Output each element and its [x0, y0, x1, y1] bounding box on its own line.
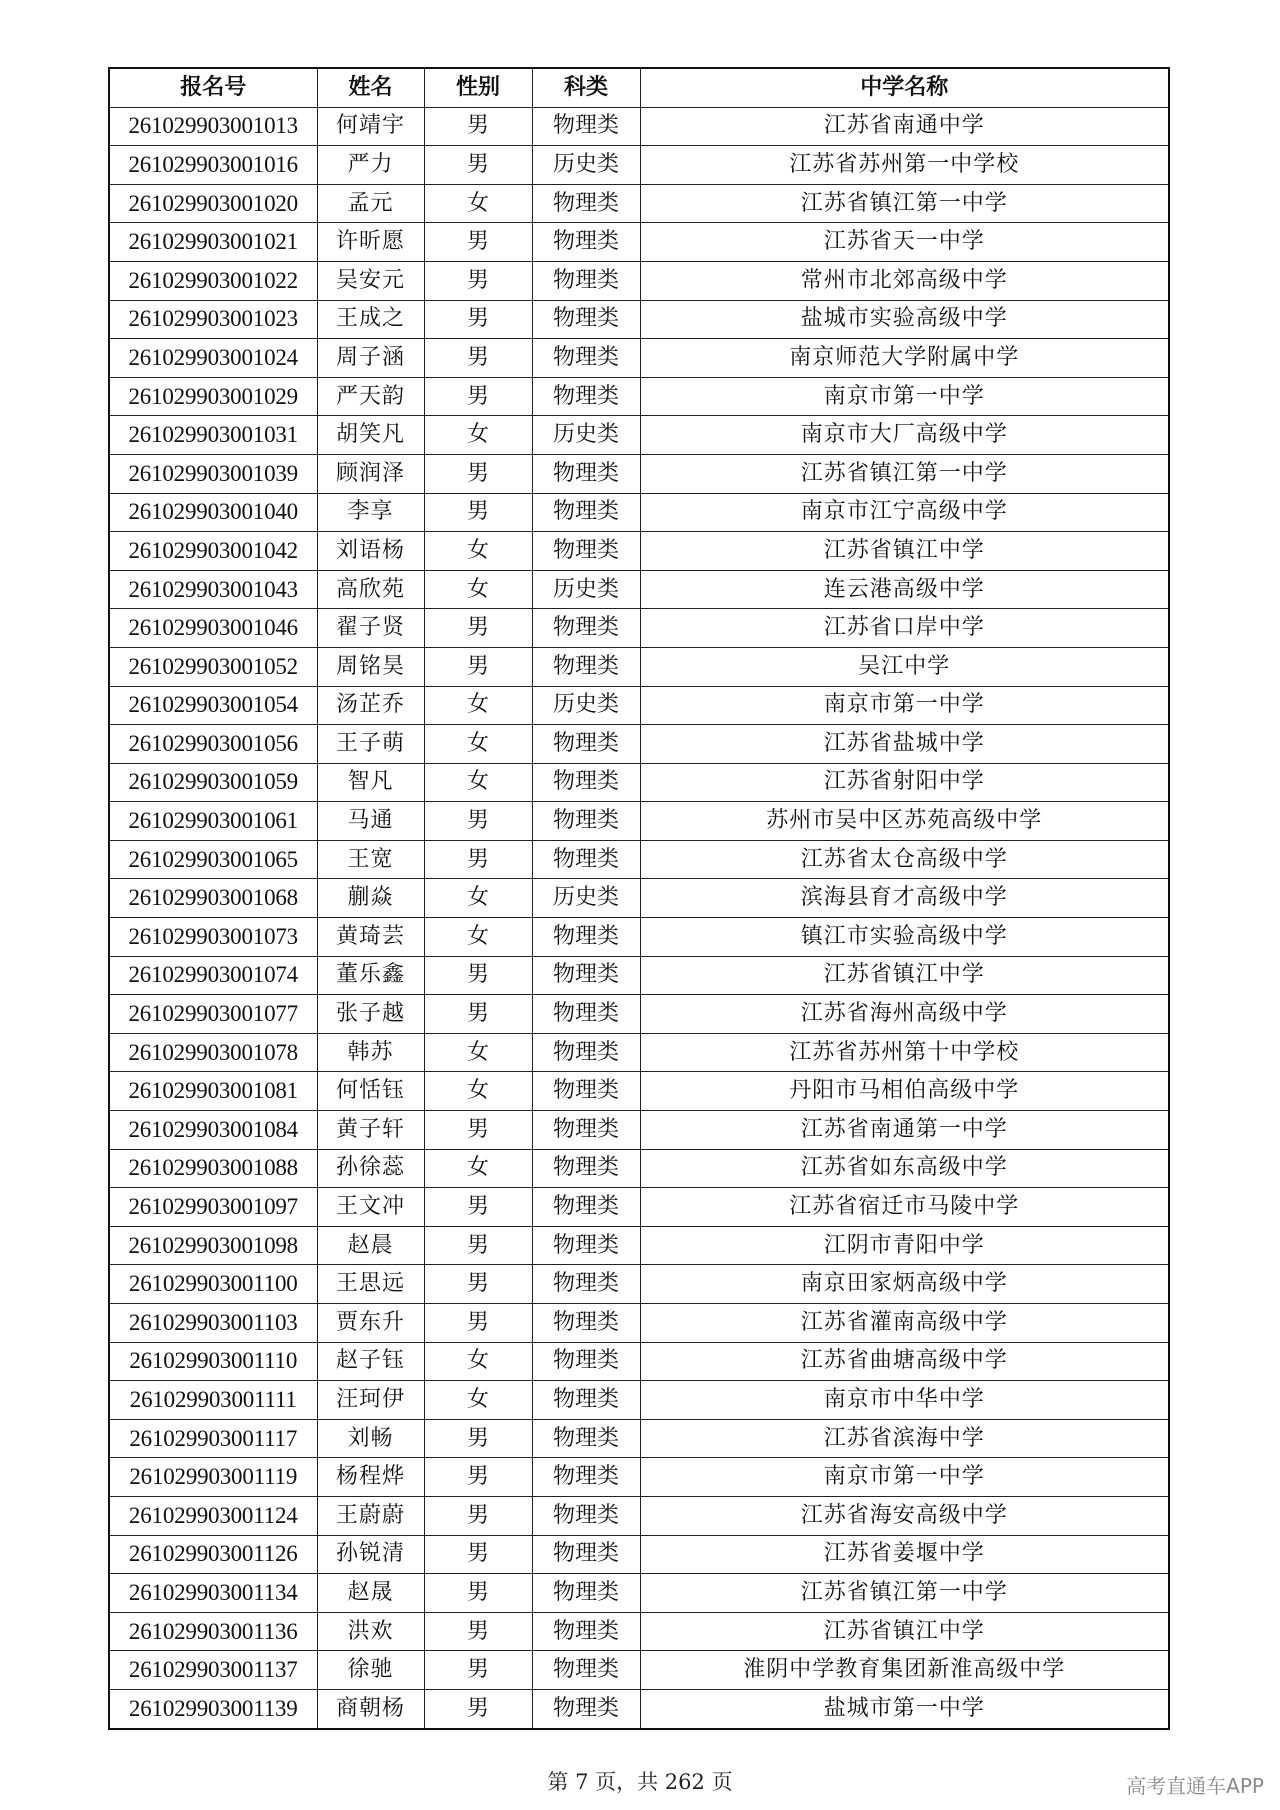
header-registration-number: 报名号: [109, 68, 317, 107]
cell-school-name: 江苏省苏州第一中学校: [640, 146, 1169, 185]
cell-name: 周子涵: [317, 339, 424, 378]
cell-gender: 男: [424, 1458, 532, 1497]
table-row: [109, 1226, 1169, 1265]
table-row: [109, 609, 1169, 648]
cell-school-name: 江苏省镇江中学: [640, 532, 1169, 571]
cell-subject-category: 历史类: [532, 570, 640, 609]
cell-registration-number: 261029903001039: [109, 454, 317, 493]
cell-subject-category: 物理类: [532, 261, 640, 300]
cell-school-name: 江苏省镇江第一中学: [640, 184, 1169, 223]
cell-subject-category: 物理类: [532, 532, 640, 571]
table-row: [109, 184, 1169, 223]
cell-name: 翟子贤: [317, 609, 424, 648]
cell-school-name: 吴江中学: [640, 647, 1169, 686]
cell-school-name: 江苏省海州高级中学: [640, 995, 1169, 1034]
table-row: [109, 1574, 1169, 1613]
cell-gender: 男: [424, 223, 532, 262]
cell-school-name: 镇江市实验高级中学: [640, 918, 1169, 957]
cell-registration-number: 261029903001029: [109, 377, 317, 416]
cell-subject-category: 物理类: [532, 802, 640, 841]
header-school-name: 中学名称: [640, 68, 1169, 107]
cell-registration-number: 261029903001054: [109, 686, 317, 725]
cell-school-name: 江苏省南通第一中学: [640, 1111, 1169, 1150]
table-row: [109, 1188, 1169, 1227]
cell-gender: 男: [424, 454, 532, 493]
cell-subject-category: 物理类: [532, 184, 640, 223]
table-row: [109, 493, 1169, 532]
cell-name: 黄琦芸: [317, 918, 424, 957]
cell-registration-number: 261029903001139: [109, 1689, 317, 1728]
table-row: [109, 763, 1169, 802]
cell-registration-number: 261029903001068: [109, 879, 317, 918]
cell-registration-number: 261029903001042: [109, 532, 317, 571]
table-row: [109, 300, 1169, 339]
cell-name: 杨程烨: [317, 1458, 424, 1497]
table-row: [109, 1535, 1169, 1574]
cell-gender: 男: [424, 107, 532, 146]
cell-gender: 女: [424, 1072, 532, 1111]
cell-registration-number: 261029903001065: [109, 840, 317, 879]
table-row: [109, 1381, 1169, 1420]
cell-name: 黄子轩: [317, 1111, 424, 1150]
cell-subject-category: 物理类: [532, 1535, 640, 1574]
cell-subject-category: 物理类: [532, 1419, 640, 1458]
cell-subject-category: 物理类: [532, 609, 640, 648]
cell-registration-number: 261029903001016: [109, 146, 317, 185]
cell-gender: 男: [424, 1226, 532, 1265]
cell-gender: 女: [424, 532, 532, 571]
cell-subject-category: 物理类: [532, 995, 640, 1034]
cell-school-name: 江苏省滨海中学: [640, 1419, 1169, 1458]
cell-gender: 男: [424, 1304, 532, 1343]
cell-registration-number: 261029903001134: [109, 1574, 317, 1613]
cell-registration-number: 261029903001043: [109, 570, 317, 609]
cell-subject-category: 物理类: [532, 725, 640, 764]
cell-gender: 男: [424, 1419, 532, 1458]
cell-school-name: 滨海县育才高级中学: [640, 879, 1169, 918]
cell-registration-number: 261029903001024: [109, 339, 317, 378]
cell-gender: 男: [424, 995, 532, 1034]
cell-gender: 男: [424, 339, 532, 378]
table-row: [109, 1458, 1169, 1497]
cell-name: 严力: [317, 146, 424, 185]
cell-subject-category: 物理类: [532, 107, 640, 146]
table-row: [109, 840, 1169, 879]
cell-gender: 男: [424, 840, 532, 879]
cell-gender: 女: [424, 570, 532, 609]
cell-gender: 女: [424, 763, 532, 802]
cell-registration-number: 261029903001020: [109, 184, 317, 223]
table-row: [109, 1342, 1169, 1381]
table-row: [109, 1072, 1169, 1111]
cell-subject-category: 物理类: [532, 1033, 640, 1072]
cell-school-name: 常州市北郊高级中学: [640, 261, 1169, 300]
cell-gender: 男: [424, 1188, 532, 1227]
cell-registration-number: 261029903001078: [109, 1033, 317, 1072]
cell-gender: 男: [424, 1612, 532, 1651]
cell-school-name: 江苏省苏州第十中学校: [640, 1033, 1169, 1072]
table-body: [109, 107, 1169, 1728]
cell-school-name: 江苏省南通中学: [640, 107, 1169, 146]
cell-registration-number: 261029903001046: [109, 609, 317, 648]
table-row: [109, 223, 1169, 262]
watermark-text: 高考直通车APP: [1126, 1774, 1264, 1798]
cell-gender: 女: [424, 686, 532, 725]
table-row: [109, 918, 1169, 957]
cell-gender: 男: [424, 647, 532, 686]
cell-name: 李享: [317, 493, 424, 532]
cell-name: 王子萌: [317, 725, 424, 764]
cell-name: 孙徐蕊: [317, 1149, 424, 1188]
table-row: [109, 107, 1169, 146]
cell-subject-category: 物理类: [532, 1342, 640, 1381]
table-row: [109, 1651, 1169, 1690]
cell-subject-category: 物理类: [532, 377, 640, 416]
table-row: [109, 1689, 1169, 1728]
table-row: [109, 956, 1169, 995]
cell-subject-category: 物理类: [532, 339, 640, 378]
table-row: [109, 261, 1169, 300]
cell-registration-number: 261029903001052: [109, 647, 317, 686]
cell-name: 孙锐清: [317, 1535, 424, 1574]
cell-name: 王宽: [317, 840, 424, 879]
cell-registration-number: 261029903001088: [109, 1149, 317, 1188]
cell-registration-number: 261029903001073: [109, 918, 317, 957]
cell-subject-category: 物理类: [532, 1226, 640, 1265]
table-row: [109, 339, 1169, 378]
cell-school-name: 江苏省镇江第一中学: [640, 1574, 1169, 1613]
cell-subject-category: 物理类: [532, 1072, 640, 1111]
cell-subject-category: 物理类: [532, 454, 640, 493]
table-row: [109, 454, 1169, 493]
cell-subject-category: 物理类: [532, 956, 640, 995]
cell-subject-category: 物理类: [532, 1381, 640, 1420]
cell-registration-number: 261029903001023: [109, 300, 317, 339]
cell-name: 洪欢: [317, 1612, 424, 1651]
cell-name: 孟元: [317, 184, 424, 223]
cell-name: 赵子钰: [317, 1342, 424, 1381]
cell-school-name: 江苏省口岸中学: [640, 609, 1169, 648]
cell-school-name: 江苏省如东高级中学: [640, 1149, 1169, 1188]
table-row: [109, 570, 1169, 609]
cell-school-name: 江苏省盐城中学: [640, 725, 1169, 764]
cell-gender: 男: [424, 1265, 532, 1304]
cell-registration-number: 261029903001103: [109, 1304, 317, 1343]
cell-name: 许昕愿: [317, 223, 424, 262]
cell-gender: 男: [424, 802, 532, 841]
cell-name: 顾润泽: [317, 454, 424, 493]
cell-name: 董乐鑫: [317, 956, 424, 995]
table-row: [109, 416, 1169, 455]
cell-name: 汪珂伊: [317, 1381, 424, 1420]
cell-school-name: 江苏省射阳中学: [640, 763, 1169, 802]
cell-registration-number: 261029903001021: [109, 223, 317, 262]
cell-subject-category: 物理类: [532, 763, 640, 802]
cell-name: 吴安元: [317, 261, 424, 300]
table-row: [109, 725, 1169, 764]
cell-registration-number: 261029903001100: [109, 1265, 317, 1304]
table-row: [109, 1419, 1169, 1458]
cell-registration-number: 261029903001110: [109, 1342, 317, 1381]
cell-subject-category: 物理类: [532, 840, 640, 879]
cell-registration-number: 261029903001074: [109, 956, 317, 995]
cell-school-name: 江苏省太仓高级中学: [640, 840, 1169, 879]
cell-school-name: 苏州市吴中区苏苑高级中学: [640, 802, 1169, 841]
cell-registration-number: 261029903001056: [109, 725, 317, 764]
cell-subject-category: 物理类: [532, 1496, 640, 1535]
table-row: [109, 686, 1169, 725]
cell-registration-number: 261029903001061: [109, 802, 317, 841]
cell-registration-number: 261029903001124: [109, 1496, 317, 1535]
cell-school-name: 南京师范大学附属中学: [640, 339, 1169, 378]
cell-subject-category: 历史类: [532, 416, 640, 455]
cell-name: 马通: [317, 802, 424, 841]
cell-registration-number: 261029903001098: [109, 1226, 317, 1265]
cell-gender: 男: [424, 300, 532, 339]
cell-registration-number: 261029903001040: [109, 493, 317, 532]
cell-name: 赵晟: [317, 1574, 424, 1613]
admission-roster-table: [108, 67, 1170, 1730]
table-row: [109, 532, 1169, 571]
cell-registration-number: 261029903001097: [109, 1188, 317, 1227]
cell-name: 王思远: [317, 1265, 424, 1304]
cell-name: 王蔚蔚: [317, 1496, 424, 1535]
cell-subject-category: 物理类: [532, 1458, 640, 1497]
cell-gender: 女: [424, 416, 532, 455]
cell-school-name: 江苏省曲塘高级中学: [640, 1342, 1169, 1381]
cell-name: 高欣苑: [317, 570, 424, 609]
cell-subject-category: 历史类: [532, 686, 640, 725]
cell-school-name: 南京市第一中学: [640, 1458, 1169, 1497]
table-row: [109, 647, 1169, 686]
cell-school-name: 丹阳市马相伯高级中学: [640, 1072, 1169, 1111]
cell-name: 胡笑凡: [317, 416, 424, 455]
table-row: [109, 1149, 1169, 1188]
table-row: [109, 1496, 1169, 1535]
table-row: [109, 1265, 1169, 1304]
cell-gender: 女: [424, 1381, 532, 1420]
cell-school-name: 江苏省宿迁市马陵中学: [640, 1188, 1169, 1227]
cell-name: 贾东升: [317, 1304, 424, 1343]
cell-school-name: 南京市第一中学: [640, 686, 1169, 725]
table-row: [109, 377, 1169, 416]
cell-name: 韩苏: [317, 1033, 424, 1072]
cell-subject-category: 历史类: [532, 146, 640, 185]
table-row: [109, 995, 1169, 1034]
table-header-row: [109, 68, 1169, 107]
cell-gender: 女: [424, 879, 532, 918]
header-gender: 性别: [424, 68, 532, 107]
cell-school-name: 江苏省灌南高级中学: [640, 1304, 1169, 1343]
cell-name: 汤芷乔: [317, 686, 424, 725]
cell-school-name: 盐城市实验高级中学: [640, 300, 1169, 339]
cell-registration-number: 261029903001081: [109, 1072, 317, 1111]
cell-registration-number: 261029903001119: [109, 1458, 317, 1497]
cell-registration-number: 261029903001022: [109, 261, 317, 300]
cell-name: 蒯焱: [317, 879, 424, 918]
table-row: [109, 1033, 1169, 1072]
cell-subject-category: 历史类: [532, 879, 640, 918]
cell-registration-number: 261029903001111: [109, 1381, 317, 1420]
cell-registration-number: 261029903001077: [109, 995, 317, 1034]
page-number: 第 7 页，共 262 页: [547, 1770, 733, 1794]
cell-name: 智凡: [317, 763, 424, 802]
table-row: [109, 879, 1169, 918]
cell-name: 刘畅: [317, 1419, 424, 1458]
cell-school-name: 盐城市第一中学: [640, 1689, 1169, 1728]
cell-subject-category: 物理类: [532, 1265, 640, 1304]
cell-registration-number: 261029903001117: [109, 1419, 317, 1458]
cell-school-name: 淮阴中学教育集团新淮高级中学: [640, 1651, 1169, 1690]
cell-subject-category: 物理类: [532, 1149, 640, 1188]
cell-name: 徐驰: [317, 1651, 424, 1690]
cell-name: 何恬钰: [317, 1072, 424, 1111]
table-row: [109, 1304, 1169, 1343]
cell-gender: 男: [424, 146, 532, 185]
cell-name: 王文冲: [317, 1188, 424, 1227]
cell-gender: 男: [424, 1111, 532, 1150]
cell-school-name: 江苏省姜堰中学: [640, 1535, 1169, 1574]
cell-gender: 男: [424, 1651, 532, 1690]
header-subject-category: 科类: [532, 68, 640, 107]
cell-school-name: 江阴市青阳中学: [640, 1226, 1169, 1265]
cell-gender: 女: [424, 1033, 532, 1072]
cell-registration-number: 261029903001136: [109, 1612, 317, 1651]
cell-school-name: 江苏省镇江第一中学: [640, 454, 1169, 493]
cell-name: 商朝杨: [317, 1689, 424, 1728]
cell-registration-number: 261029903001084: [109, 1111, 317, 1150]
cell-school-name: 南京市第一中学: [640, 377, 1169, 416]
cell-gender: 男: [424, 261, 532, 300]
cell-subject-category: 物理类: [532, 223, 640, 262]
cell-registration-number: 261029903001013: [109, 107, 317, 146]
cell-school-name: 江苏省天一中学: [640, 223, 1169, 262]
table-row: [109, 1612, 1169, 1651]
cell-subject-category: 物理类: [532, 1689, 640, 1728]
cell-subject-category: 物理类: [532, 1651, 640, 1690]
cell-subject-category: 物理类: [532, 1612, 640, 1651]
cell-name: 王成之: [317, 300, 424, 339]
cell-name: 严天韵: [317, 377, 424, 416]
cell-school-name: 江苏省镇江中学: [640, 1612, 1169, 1651]
cell-school-name: 南京市中华中学: [640, 1381, 1169, 1420]
cell-gender: 男: [424, 1689, 532, 1728]
cell-name: 赵晨: [317, 1226, 424, 1265]
cell-school-name: 南京田家炳高级中学: [640, 1265, 1169, 1304]
cell-registration-number: 261029903001137: [109, 1651, 317, 1690]
cell-subject-category: 物理类: [532, 300, 640, 339]
cell-gender: 男: [424, 1574, 532, 1613]
cell-gender: 女: [424, 918, 532, 957]
cell-school-name: 江苏省镇江中学: [640, 956, 1169, 995]
cell-registration-number: 261029903001126: [109, 1535, 317, 1574]
cell-subject-category: 物理类: [532, 1188, 640, 1227]
cell-name: 张子越: [317, 995, 424, 1034]
cell-subject-category: 物理类: [532, 647, 640, 686]
cell-subject-category: 物理类: [532, 493, 640, 532]
cell-subject-category: 物理类: [532, 1574, 640, 1613]
cell-gender: 女: [424, 1149, 532, 1188]
cell-subject-category: 物理类: [532, 1304, 640, 1343]
cell-registration-number: 261029903001031: [109, 416, 317, 455]
cell-name: 刘语杨: [317, 532, 424, 571]
cell-school-name: 南京市江宁高级中学: [640, 493, 1169, 532]
cell-gender: 男: [424, 377, 532, 416]
header-name: 姓名: [317, 68, 424, 107]
table-row: [109, 1111, 1169, 1150]
cell-school-name: 江苏省海安高级中学: [640, 1496, 1169, 1535]
cell-subject-category: 物理类: [532, 918, 640, 957]
cell-gender: 男: [424, 609, 532, 648]
cell-name: 何靖宇: [317, 107, 424, 146]
table-row: [109, 146, 1169, 185]
cell-gender: 男: [424, 493, 532, 532]
table-row: [109, 802, 1169, 841]
cell-gender: 女: [424, 184, 532, 223]
cell-school-name: 南京市大厂高级中学: [640, 416, 1169, 455]
cell-subject-category: 物理类: [532, 1111, 640, 1150]
cell-registration-number: 261029903001059: [109, 763, 317, 802]
cell-gender: 男: [424, 956, 532, 995]
cell-gender: 女: [424, 1342, 532, 1381]
cell-gender: 男: [424, 1535, 532, 1574]
cell-gender: 男: [424, 1496, 532, 1535]
cell-school-name: 连云港高级中学: [640, 570, 1169, 609]
cell-name: 周铭昊: [317, 647, 424, 686]
cell-gender: 女: [424, 725, 532, 764]
